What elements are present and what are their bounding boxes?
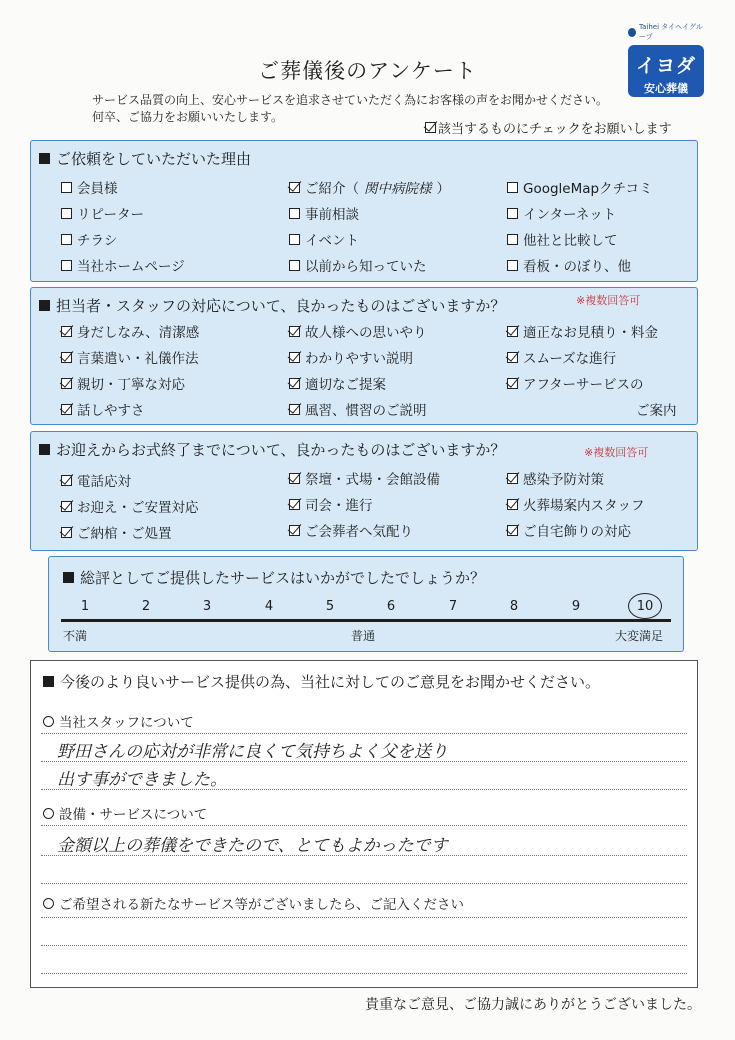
checkbox[interactable] bbox=[61, 501, 72, 512]
handwritten-referral: 関中病院様 bbox=[364, 181, 432, 197]
bullet-square-icon bbox=[39, 153, 50, 164]
option-proposal[interactable]: 適切なご提案 bbox=[289, 373, 386, 393]
question-staff: 当社スタッフについて bbox=[43, 711, 194, 731]
rating-7[interactable]: 7 bbox=[448, 599, 458, 614]
checkbox[interactable] bbox=[289, 352, 300, 363]
option-compared[interactable]: 他社と比較して bbox=[507, 229, 618, 249]
answer-facility-line1[interactable]: 金額以上の葬儀をできたので、とてもよかったです bbox=[57, 836, 448, 856]
checkbox[interactable] bbox=[289, 404, 300, 415]
checkbox[interactable] bbox=[507, 473, 518, 484]
option-aftercare[interactable]: アフターサービスの bbox=[507, 373, 644, 393]
option-event[interactable]: イベント bbox=[289, 229, 359, 249]
rating-2[interactable]: 2 bbox=[141, 599, 151, 614]
option-signboard[interactable]: 看板・のぼり、他 bbox=[507, 255, 631, 275]
checkbox[interactable] bbox=[289, 326, 300, 337]
section-heading: ご依頼をしていただいた理由 bbox=[56, 150, 252, 168]
checkbox[interactable] bbox=[61, 208, 72, 219]
page-title: ご葬儀後のアンケート bbox=[258, 59, 477, 83]
bullet-square-icon bbox=[39, 300, 50, 311]
circle-bullet-icon bbox=[43, 808, 54, 819]
option-infection[interactable]: 感染予防対策 bbox=[507, 468, 604, 488]
section-ceremony bbox=[30, 431, 698, 551]
footer-thanks: 貴重なご意見、ご協力誠にありがとうございました。 bbox=[365, 997, 701, 1013]
checkbox[interactable] bbox=[289, 260, 300, 271]
option-phone[interactable]: 電話応対 bbox=[61, 470, 131, 490]
checkbox[interactable] bbox=[507, 378, 518, 389]
option-mc[interactable]: 司会・進行 bbox=[289, 494, 373, 514]
checkbox[interactable] bbox=[507, 352, 518, 363]
checkbox[interactable] bbox=[507, 499, 518, 510]
rating-9[interactable]: 9 bbox=[571, 599, 581, 614]
option-facility[interactable]: 祭壇・式場・会館設備 bbox=[289, 468, 440, 488]
option-crematorium[interactable]: 火葬場案内スタッフ bbox=[507, 494, 645, 514]
checkbox[interactable] bbox=[61, 352, 72, 363]
option-customs[interactable]: 風習、慣習のご説明 bbox=[289, 399, 427, 419]
group-mark-icon bbox=[628, 28, 636, 37]
question-new-service: ご希望される新たなサービス等がございましたら、ご記入ください bbox=[43, 893, 464, 913]
section-reason bbox=[30, 140, 698, 282]
checkbox[interactable] bbox=[507, 326, 518, 337]
option-pickup[interactable]: お迎え・ご安置対応 bbox=[61, 496, 199, 516]
option-known[interactable]: 以前から知っていた bbox=[289, 255, 427, 275]
checkbox[interactable] bbox=[61, 378, 72, 389]
checkbox[interactable] bbox=[289, 234, 300, 245]
rating-4[interactable]: 4 bbox=[264, 599, 274, 614]
question-facility: 設備・サービスについて bbox=[43, 803, 207, 823]
checkbox[interactable] bbox=[289, 473, 300, 484]
option-smooth[interactable]: スムーズな進行 bbox=[507, 347, 616, 367]
checkbox[interactable] bbox=[61, 326, 72, 337]
answer-staff-line1[interactable]: 野田さんの応対が非常に良くて気持ちよく父を送り bbox=[57, 742, 448, 762]
section-heading: 総評としてご提供したサービスはいかがでしたでしょうか？ bbox=[80, 569, 486, 587]
option-advance-consult[interactable]: 事前相談 bbox=[289, 203, 359, 223]
section-rating bbox=[48, 556, 684, 652]
rating-10[interactable]: 10 bbox=[636, 599, 654, 614]
option-internet[interactable]: インターネット bbox=[507, 203, 616, 223]
circle-bullet-icon bbox=[43, 898, 54, 909]
checkbox[interactable] bbox=[289, 182, 300, 193]
option-easy-talk[interactable]: 話しやすさ bbox=[61, 399, 145, 419]
checkbox[interactable] bbox=[507, 234, 518, 245]
feedback-heading: 今後のより良いサービス提供の為、当社に対してのご意見をお聞かせください。 bbox=[60, 673, 601, 691]
rating-6[interactable]: 6 bbox=[386, 599, 396, 614]
checkbox[interactable] bbox=[507, 525, 518, 536]
bullet-square-icon bbox=[39, 444, 50, 455]
option-member[interactable]: 会員様 bbox=[61, 177, 118, 197]
rating-3[interactable]: 3 bbox=[202, 599, 212, 614]
answer-staff-line2[interactable]: 出す事ができました。 bbox=[57, 770, 227, 790]
option-referral[interactable]: ご紹介（ 関中病院様 ） bbox=[289, 177, 450, 197]
rating-high-label: 大変満足 bbox=[615, 629, 664, 643]
checkbox[interactable] bbox=[61, 404, 72, 415]
checkbox[interactable] bbox=[61, 475, 72, 486]
option-aftercare-cont: ご案内 bbox=[636, 403, 677, 419]
option-googlemap[interactable]: GoogleMapクチコミ bbox=[507, 177, 653, 197]
rating-5[interactable]: 5 bbox=[325, 599, 335, 614]
option-manners[interactable]: 言葉遣い・礼儀作法 bbox=[61, 347, 199, 367]
option-kind[interactable]: 親切・丁寧な対応 bbox=[61, 373, 185, 393]
multiple-answer-note: ※複数回答可 bbox=[584, 446, 649, 459]
checkbox[interactable] bbox=[507, 182, 518, 193]
checkbox[interactable] bbox=[61, 234, 72, 245]
rating-1[interactable]: 1 bbox=[80, 599, 90, 614]
rating-scale-line bbox=[61, 619, 671, 622]
option-mourners[interactable]: ご会葬者へ気配り bbox=[289, 520, 413, 540]
option-estimate[interactable]: 適正なお見積り・料金 bbox=[507, 321, 658, 341]
rating-low-label: 不満 bbox=[63, 629, 88, 643]
multiple-answer-note: ※複数回答可 bbox=[576, 294, 641, 307]
intro-text: サービス品質の向上、安心サービスを追求させていただく為にお客様の声をお聞かせください。 何卒、ご協力をお願いいたします。 bbox=[92, 93, 609, 124]
option-home-decor[interactable]: ご自宅飾りの対応 bbox=[507, 520, 631, 540]
logo-main-text: イヨダ bbox=[635, 55, 696, 77]
checkbox-sample-icon bbox=[425, 122, 436, 133]
checkbox[interactable] bbox=[289, 525, 300, 536]
checkbox[interactable] bbox=[61, 260, 72, 271]
rating-mid-label: 普通 bbox=[351, 629, 376, 643]
option-consideration[interactable]: 故人様への思いやり bbox=[289, 321, 427, 341]
checkbox[interactable] bbox=[289, 499, 300, 510]
checkbox[interactable] bbox=[61, 182, 72, 193]
circle-bullet-icon bbox=[43, 716, 54, 727]
section-heading: お迎えからお式終了までについて、良かったものはございますか？ bbox=[56, 441, 506, 459]
section-heading: 担当者・スタッフの対応について、良かったものはございますか？ bbox=[56, 297, 506, 315]
selected-rating-circle bbox=[628, 593, 662, 619]
checkbox[interactable] bbox=[507, 208, 518, 219]
logo-sub-text: 安心葬儀 bbox=[644, 82, 688, 95]
option-appearance[interactable]: 身だしなみ、清潔感 bbox=[61, 321, 199, 341]
section-staff bbox=[30, 287, 698, 425]
option-repeater[interactable]: リピーター bbox=[61, 203, 144, 223]
checkbox[interactable] bbox=[61, 527, 72, 538]
option-flyer[interactable]: チラシ bbox=[61, 229, 118, 249]
rating-8[interactable]: 8 bbox=[509, 599, 519, 614]
option-encoffin[interactable]: ご納棺・ご処置 bbox=[61, 522, 172, 542]
logo-group-name: Taihei タイヘイグループ bbox=[639, 23, 703, 41]
checkbox[interactable] bbox=[507, 260, 518, 271]
option-homepage[interactable]: 当社ホームページ bbox=[61, 255, 185, 275]
check-instruction: 該当するものにチェックをお願いします bbox=[425, 118, 672, 137]
checkbox[interactable] bbox=[289, 208, 300, 219]
feedback-panel bbox=[30, 660, 698, 988]
checkbox[interactable] bbox=[289, 378, 300, 389]
bullet-square-icon bbox=[43, 676, 54, 687]
option-clear-explanation[interactable]: わかりやすい説明 bbox=[289, 347, 413, 367]
